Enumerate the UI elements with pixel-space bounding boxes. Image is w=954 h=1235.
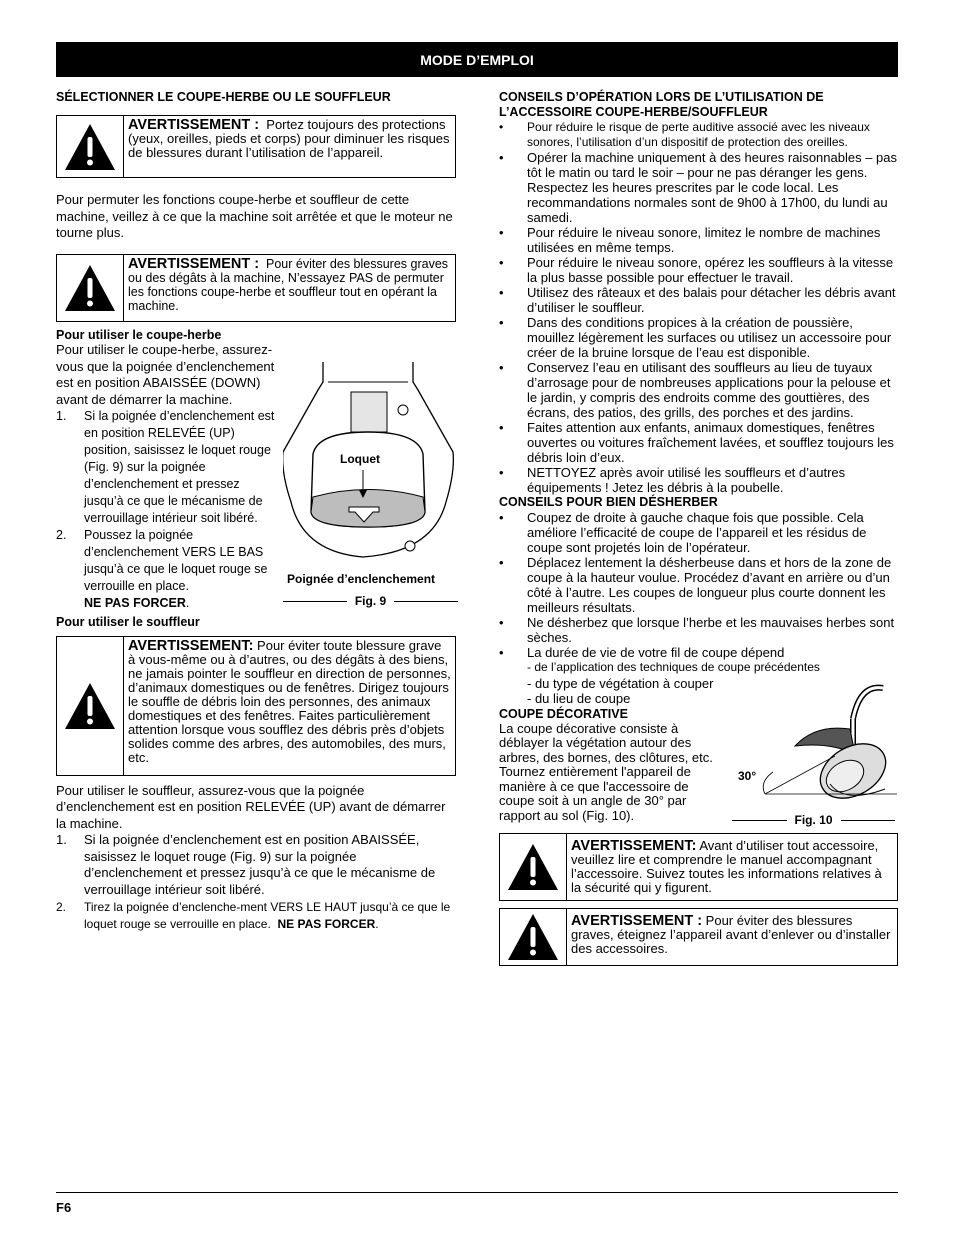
step-text: Si la poignée d’enclenchement est en position ABAISSÉE, saisissez le loquet rouge (Fig. 9) sur la poignée d’enclenchement et pressez jusqu’à ce que le mécanisme de verrouillage intérieur soit libéré. [84, 832, 436, 897]
latch-label: Loquet [340, 452, 380, 466]
list-item-text: Pour réduire le niveau sonore, opérez les souffleurs à la vitesse la plus basse possible pour effectuer le travail. [527, 255, 894, 285]
list-item: • Dans des conditions propices à la création de poussière, mouillez légèrement les surfaces ou utilisez un accessoire pour créer de la bruine lorsque de l’eau est disponible. [499, 315, 899, 360]
weed-tips-list [499, 510, 899, 660]
figure-10 [735, 684, 898, 829]
figure-caption [732, 813, 895, 827]
trimmer-body [56, 408, 281, 612]
list-item: • Pour réduire le niveau sonore, opérez les souffleurs à la vitesse la plus basse possible pour effectuer le travail. [499, 255, 899, 285]
section-header [56, 42, 898, 77]
page-number: F6 [56, 1200, 72, 1215]
warning-box [56, 254, 456, 322]
list-item-text: Pour réduire le risque de perte auditive associé avec les niveaux sonores, l’utilisation d’un dispositif de protection des oreilles. [527, 120, 870, 149]
deco-title: COUPE DÉCORATIVE [499, 706, 628, 721]
list-item: • Faites attention aux enfants, animaux domestiques, fenêtres ouvertes ou voitures fraîchement lavées, et soufflez toujours les débris loin d’eux. [499, 420, 899, 465]
warning-icon [506, 842, 560, 892]
step-number: 2. [56, 528, 67, 542]
weed-title: CONSEILS POUR BIEN DÉSHERBER [499, 495, 718, 509]
weed-sub-item: - de l’application des techniques de coupe précédentes [527, 660, 820, 674]
list-item-text: Faites attention aux enfants, animaux domestiques, fenêtres ouvertes ou voitures fraîchement lavées, et soufflez toujours les débris loin d’eux. [527, 420, 894, 465]
list-item-text: Coupez de droite à gauche chaque fois que possible. Cela améliore l’efficacité de coupe de l’appareil et les résidus de coupe sont projetés loin de l’opérateur. [527, 510, 867, 555]
list-item: • Déplacez lentement la désherbeuse dans et hors de la zone de coupe à la hauteur voulue. Procédez d’avant en arrière ou d’un côté à l’autre. Les coupes de longueur plus courte donnent les meilleurs résultats. [499, 555, 899, 615]
warning-icon-cell [57, 116, 124, 177]
trimmer-intro-block [56, 342, 456, 408]
warning-icon [63, 681, 117, 731]
warning-label: AVERTISSEMENT : [571, 913, 703, 929]
step-text: Poussez la poignée d’enclenchement VERS LE BAS jusqu’à ce que le loquet rouge se verrouille en place. NE PAS FORCER. [84, 528, 268, 610]
warning-text [124, 255, 455, 321]
step-emphasis: NE PAS FORCER [84, 596, 186, 610]
list-item-text: Conservez l’eau en utilisant des souffleurs au lieu de tuyaux d’arrosage pour de nombreuses applications pour la pelouse et le jardin, y compris des endroits comme des gouttières, des écrans, des patios, des grills, des porches et des jardins. [527, 360, 891, 420]
list-item [56, 527, 281, 612]
list-item-text: Pour réduire le niveau sonore, limitez le nombre de machines utilisées en même temps. [527, 225, 881, 255]
list-item-text: Opérer la machine uniquement à des heures raisonnables – pas tôt le matin ou tard le soir – pour ne pas déranger les gens. Respectez les heures prescrites par le code local. Les recommandations normales sont de 9h00 à 17h00, du lundi au samedi. [527, 150, 898, 225]
trimmer-intro: Pour utiliser le coupe-herbe, assurez-vous que la poignée d’enclenchement est en position ABAISSÉE (DOWN) avant de démarrer la machine. [56, 342, 275, 407]
blower-steps [56, 832, 456, 932]
warning-icon [63, 122, 117, 172]
header-title: MODE D’EMPLOI [420, 51, 534, 68]
warning-text [567, 834, 897, 900]
warning-body: Pour éviter des blessures graves ou des dégâts à la machine, N’essayez PAS de permuter les fonctions coupe-herbe et souffleur tout en opérant la machine. [128, 256, 449, 313]
list-item: • Utilisez des râteaux et des balais pour détacher les débris avant d’utiliser le souffleur. [499, 285, 899, 315]
angle-label: 30° [738, 769, 757, 783]
step-number: 2. [56, 900, 67, 914]
tips-list [499, 120, 899, 495]
list-item-text: Déplacez lentement la désherbeuse dans et hors de la zone de coupe à la hauteur voulue. Procédez d’avant en arrière ou d’un côté à l’autre. Les coupes de longueur plus courte donnent les meilleurs résultats. [527, 555, 892, 615]
list-item-text: Dans des conditions propices à la création de poussière, mouillez légèrement les surfaces ou utilisez un accessoire pour créer de la bruine lorsque de l’eau est disponible. [527, 315, 892, 360]
list-item [56, 899, 456, 932]
caption-rule [283, 601, 347, 602]
warning-body: Avant d’utiliser tout accessoire, veuillez lire et comprendre le manuel accompagnant l’accessoire. Suivez toutes les informations relatives à la sécurité qui y figurent. [571, 838, 882, 895]
list-item: • Opérer la machine uniquement à des heures raisonnables – pas tôt le matin ou tard le soir – pour ne pas déranger les gens. Respectez les heures prescrites par le code local. Les recommandations normales sont de 9h00 à 17h00, du lundi au samedi. [499, 150, 898, 225]
warning-icon-cell [57, 637, 124, 775]
list-item-text: La durée de vie de votre fil de coupe dépend [527, 645, 785, 660]
step-body: Poussez la poignée d’enclenchement VERS LE BAS jusqu’à ce que le loquet rouge se verrouille en place. [84, 528, 268, 593]
caption-text: Fig. 9 [354, 594, 387, 608]
list-item: • Pour réduire le risque de perte auditive associé avec les niveaux sonores, l’utilisation d’un dispositif de protection des oreilles. [499, 120, 899, 150]
warning-icon [63, 263, 117, 313]
warning-label: AVERTISSEMENT : [128, 255, 260, 272]
list-item: • Pour réduire le niveau sonore, limitez le nombre de machines utilisées en même temps. [499, 225, 899, 255]
warning-label: AVERTISSEMENT: [571, 838, 697, 854]
figure-caption [283, 594, 458, 608]
blower-intro: Pour utiliser le souffleur, assurez-vous que la poignée d’enclenchement est en position RELEVÉE (UP) avant de démarrer la machine. [56, 782, 446, 831]
deco-text: La coupe décorative consiste à déblayer la végétation autour des arbres, des bornes, des clôtures, etc. Tournez entièrement l'appareil de manière à ce que l'accessoire de coupe soit à un angle de 30° par rapport au sol (Fig. 10). [499, 720, 713, 823]
warning-body: Pour éviter toute blessure grave à vous-même ou à d’autres, ou des dégâts à des biens, ne jamais pointer le souffleur en direction de personnes, d’animaux domestiques ou de fenêtres. Dirigez toujours le souffle de débris loin des personnes, des animaux domestiques et des fenêtres. Faites particulièrement attention lorsque vous soufflez des débris près d’objets solides comme des arbres, des automobiles, des murs, etc. [128, 637, 451, 765]
warning-label: AVERTISSEMENT : [128, 117, 260, 133]
weed-sub-item: - du lieu de coupe [527, 691, 631, 706]
warning-label: AVERTISSEMENT: [128, 637, 254, 654]
tips-title: CONSEILS D’OPÉRATION LORS DE L’UTILISATION DE L’ACCESSOIRE COUPE-HERBE/SOUFFLEUR [499, 90, 824, 119]
warning-box [56, 115, 456, 178]
warning-icon [506, 912, 560, 962]
caption-rule [394, 601, 458, 602]
list-item: • Coupez de droite à gauche chaque fois que possible. Cela améliore l’efficacité de coupe de l’appareil et les résidus de coupe sont projetés loin de l’opérateur. [499, 510, 899, 555]
caption-rule [841, 820, 896, 821]
step-text: Tirez la poignée d’enclenche-ment VERS LE HAUT jusqu’à ce que le loquet rouge se verrouille en place. NE PAS FORCER. [84, 900, 451, 931]
list-item: • Ne désherbez que lorsque l’herbe et les mauvaises herbes sont sèches. [499, 615, 899, 645]
decorative-cut-illustration [735, 684, 898, 809]
warning-icon-cell [57, 255, 124, 321]
footer-rule [56, 1192, 898, 1193]
list-item-text: Ne désherbez que lorsque l’herbe et les mauvaises herbes sont sèches. [527, 615, 895, 645]
list-item [56, 408, 281, 527]
list-item-text: NETTOYEZ après avoir utilisé les souffleurs et d’autres équipements ! Jetez les débris à la poubelle. [527, 465, 846, 495]
warning-icon-cell [500, 909, 567, 965]
warning-text [567, 909, 897, 965]
step-emphasis: NE PAS FORCER [277, 916, 376, 931]
warning-box [56, 636, 456, 776]
caption-rule [732, 820, 787, 821]
handle-label: Poignée d’enclenchement [287, 572, 436, 586]
warning-icon-cell [500, 834, 567, 900]
section-title: SÉLECTIONNER LE COUPE-HERBE OU LE SOUFFLEUR [56, 90, 391, 104]
weed-sub-item: - du type de végétation à couper [527, 675, 714, 691]
list-item: • NETTOYEZ après avoir utilisé les souffleurs et d’autres équipements ! Jetez les débris à la poubelle. [499, 465, 899, 495]
intro-paragraph: Pour permuter les fonctions coupe-herbe et souffleur de cette machine, veillez à ce que la machine soit arrêtée et que le moteur ne tourne plus. [56, 192, 453, 240]
list-item: • Conservez l’eau en utilisant des souffleurs au lieu de tuyaux d’arrosage pour de nombreuses applications pour la pelouse et le jardin, y compris des endroits comme des gouttières, des écrans, des patios, des grills, des porches et des jardins. [499, 360, 899, 420]
warning-text [124, 116, 455, 177]
step-number: 1. [56, 409, 67, 423]
step-text: Si la poignée d’enclenchement est en position RELEVÉE (UP) position, saisissez le loquet rouge (Fig. 9) sur la poignée d’enclenchement et pressez jusqu’à ce que le mécanisme de verrouillage intérieur soit libéré. [84, 409, 275, 525]
warning-box [499, 908, 898, 966]
trimmer-steps [56, 408, 281, 612]
list-item: • La durée de vie de votre fil de coupe dépend [499, 645, 785, 660]
trimmer-heading: Pour utiliser le coupe-herbe [56, 327, 222, 342]
step-body: Tirez la poignée d’enclenche-ment VERS LE HAUT jusqu’à ce que le loquet rouge se verrouille en place. [84, 900, 451, 931]
warning-body: Pour éviter des blessures graves, éteignez l’appareil avant d’enlever ou d’installer des accessoires. [571, 913, 891, 956]
warning-box [499, 833, 898, 901]
list-item [56, 832, 456, 898]
warning-body: Portez toujours des protections (yeux, oreilles, pieds et corps) pour diminuer les risques de blessures durant l’utilisation de l’appareil. [128, 117, 450, 160]
warning-text [124, 637, 455, 775]
caption-text: Fig. 10 [794, 813, 833, 827]
step-number: 1. [56, 832, 67, 847]
list-item-text: Utilisez des râteaux et des balais pour détacher les débris avant d’utiliser le souffleur. [527, 285, 896, 315]
blower-heading: Pour utiliser le souffleur [56, 614, 200, 629]
